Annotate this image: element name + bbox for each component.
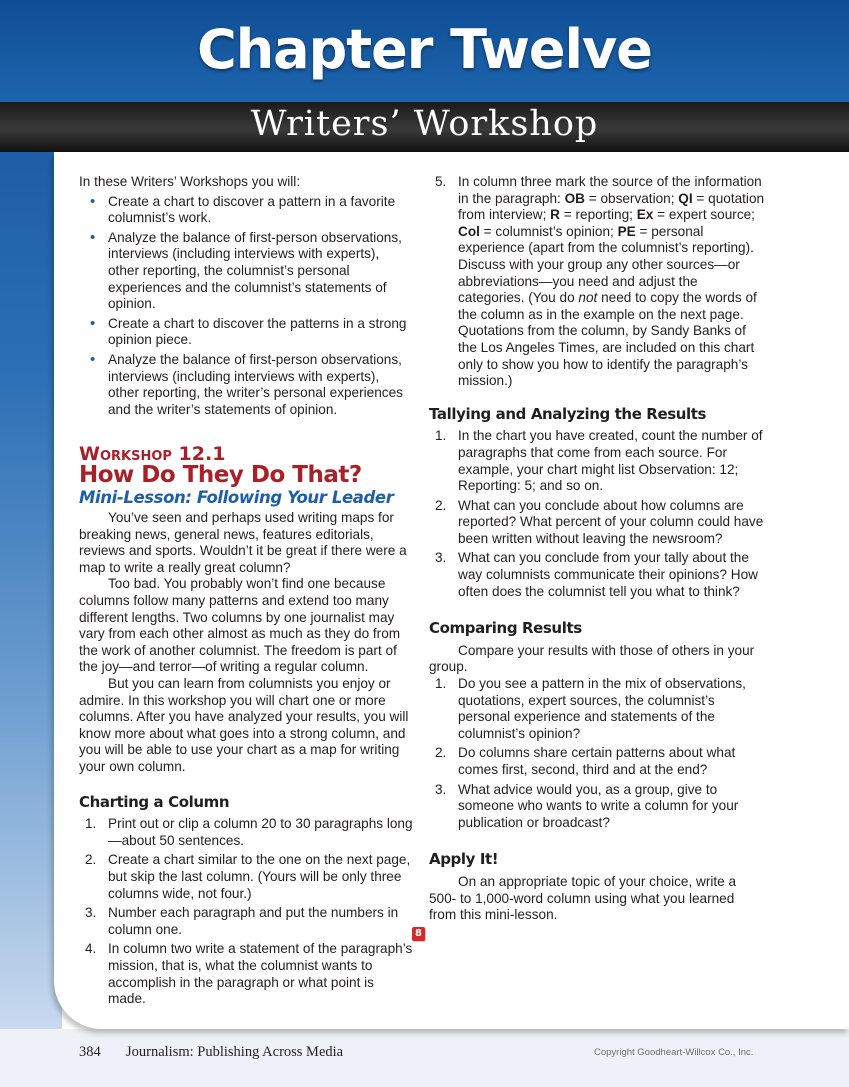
- list-number: 1.: [85, 816, 97, 832]
- workshop-title: How Do They Do That?: [79, 461, 362, 488]
- list-number: 3.: [435, 781, 447, 797]
- list-item-text: In column two write a statement of the paragraph’s mission, that is, what the columnist wants to accomplish in the paragraph or what point is made.: [108, 941, 413, 1007]
- comparing-intro: Compare your results with those of others in your group.: [429, 642, 755, 675]
- copyright-notice: Copyright Goodheart-Willcox Co., Inc.: [594, 1047, 754, 1058]
- section-heading-charting: Charting a Column: [79, 792, 230, 811]
- list-item: [429, 782, 765, 832]
- list-item-text: What advice would you, as a group, give to someone who wants to write a column for your publication or broadcast?: [458, 781, 739, 830]
- workshop-label: Workshop 12.1: [79, 443, 226, 466]
- list-item: [79, 905, 413, 938]
- body-paragraph: Too bad. You probably won’t find one because columns follow many patterns and extend too many different lengths. Two columns by one journalist may vary from each other almost as much as they do from the work of another columnist. The freedom is part of the joy—and terror—of writing a regular column.: [79, 576, 401, 675]
- code-ob: OB: [564, 190, 585, 206]
- code-ex: Ex: [636, 207, 654, 223]
- list-number: 5.: [435, 174, 447, 189]
- step5-part: = expert source;: [653, 207, 755, 223]
- list-item: [429, 676, 765, 742]
- list-item-text: Analyze the balance of first-person observations, interviews (including interviews with experts), other reporting, the columnist’s personal experiences and the columnist’s statements of opinion.: [108, 229, 402, 312]
- list-item-text: Print out or clip a column 20 to 30 paragraphs long—about 50 sentences.: [108, 816, 413, 848]
- step5-part: = personal experience (apart from the columnist’s reporting). Discuss with your group any other sources—or abbreviations—you need and adjust the categories. (You do: [458, 223, 754, 306]
- step5-part: = reporting;: [559, 207, 637, 223]
- list-item: [429, 174, 765, 390]
- list-item-text: Do you see a pattern in the mix of observations, quotations, expert sources, the columnist’s personal experience and statements of the columnist’s opinion?: [458, 676, 746, 741]
- code-r: R: [550, 207, 560, 223]
- list-item: [429, 550, 765, 600]
- list-number: 3.: [85, 905, 97, 921]
- step5-part: = columnist’s opinion;: [479, 223, 618, 239]
- list-item-text: Do columns share certain patterns about what comes first, second, third and at the end?: [458, 745, 736, 777]
- left-column: [79, 174, 413, 1011]
- list-item: [429, 745, 765, 778]
- list-item: [429, 498, 765, 548]
- step5-part: = observation;: [584, 190, 679, 206]
- list-number: 1.: [435, 676, 447, 692]
- list-item: [79, 941, 413, 1007]
- charting-steps-continued: [429, 174, 765, 390]
- list-item: • Create a chart to discover a pattern in a favorite columnist’s work.: [79, 194, 413, 227]
- body-paragraph: But you can learn from columnists you enjoy or admire. In this workshop you will chart one or more columns. After you have analyzed your results, you will know more about what goes into a strong column, and you will be able to use your chart as a map for writing your own column.: [79, 676, 409, 774]
- comparing-steps: [429, 676, 765, 831]
- chapter-header: [0, 0, 849, 102]
- section-heading-tallying: Tallying and Analyzing the Results: [429, 404, 707, 423]
- code-qi: QI: [678, 190, 693, 206]
- list-item: • Create a chart to discover the patterns in a strong opinion piece.: [79, 316, 413, 349]
- intro-lead: In these Writers’ Workshops you will:: [79, 174, 301, 189]
- list-item: [429, 428, 765, 494]
- list-item: [79, 816, 413, 849]
- intro-bullet-list: [79, 194, 413, 419]
- list-item-text: Create a chart similar to the one on the next page, but skip the last column. (Yours will be only three columns wide, not four.): [108, 852, 411, 901]
- tallying-steps: [429, 428, 765, 600]
- list-number: 1.: [435, 428, 447, 444]
- list-item-text: What can you conclude about how columns are reported? What percent of your column could have been written without leaving the newsroom?: [458, 497, 764, 546]
- book-title: Journalism: Publishing Across Media: [126, 1044, 344, 1060]
- body-paragraph: You’ve seen and perhaps used writing maps for breaking news, general news, features editorials, reviews and sports. Wouldn’t it be great if there were a map to write a really great column?: [79, 510, 407, 575]
- list-number: 2.: [435, 745, 447, 761]
- step5-text: [458, 174, 764, 388]
- right-column: [429, 174, 765, 924]
- list-number: 2.: [435, 497, 447, 513]
- list-item-text: Number each paragraph and put the numbers in column one.: [108, 905, 399, 937]
- list-item-text: In the chart you have created, count the number of paragraphs that come from each source. For example, your chart might list Observation: 12; Reporting: 5; and so on.: [458, 428, 763, 494]
- code-col: Col: [458, 223, 480, 239]
- section-heading-comparing: Comparing Results: [429, 619, 582, 638]
- workshop-activity-icon: 8: [412, 927, 425, 941]
- list-item: • Analyze the balance of first-person observations, interviews (including interviews with experts), other reporting, the writer’s personal experiences and the writer’s statements of opinion.: [79, 352, 413, 418]
- apply-text: On an appropriate topic of your choice, write a 500- to 1,000-word column using what you learned from this mini-lesson.: [429, 873, 737, 923]
- list-number: 3.: [435, 550, 447, 566]
- list-item: [79, 230, 413, 313]
- step5-part: In column three mark the source of the information in the paragraph:: [458, 174, 762, 206]
- section-subtitle: Writers’ Workshop: [250, 104, 599, 144]
- chapter-title: Chapter Twelve: [197, 18, 652, 81]
- list-number: 2.: [85, 852, 97, 868]
- list-number: 4.: [85, 941, 97, 957]
- page-number: 384: [79, 1044, 101, 1060]
- step5-part: = quotation from interview;: [458, 190, 765, 223]
- code-pe: PE: [617, 223, 636, 239]
- emphasis-not: not: [578, 290, 598, 306]
- left-decorative-band: [0, 100, 62, 1030]
- section-heading-apply: Apply It!: [429, 850, 499, 869]
- step5-part: need to copy the words of the column as in the example on the next page. Quotations from the column, by Sandy Banks of the Los Angeles Times, are included on this chart only to show you how to identify the paragraph’s mission.): [458, 290, 757, 389]
- list-item: [79, 852, 413, 902]
- mini-lesson-title: Mini-Lesson: Following Your Leader: [79, 487, 394, 507]
- charting-steps: [79, 816, 413, 1008]
- list-item-text: What can you conclude from your tally about the way columnists communicate their opinions? How often does the columnist tell you what to think?: [458, 550, 758, 599]
